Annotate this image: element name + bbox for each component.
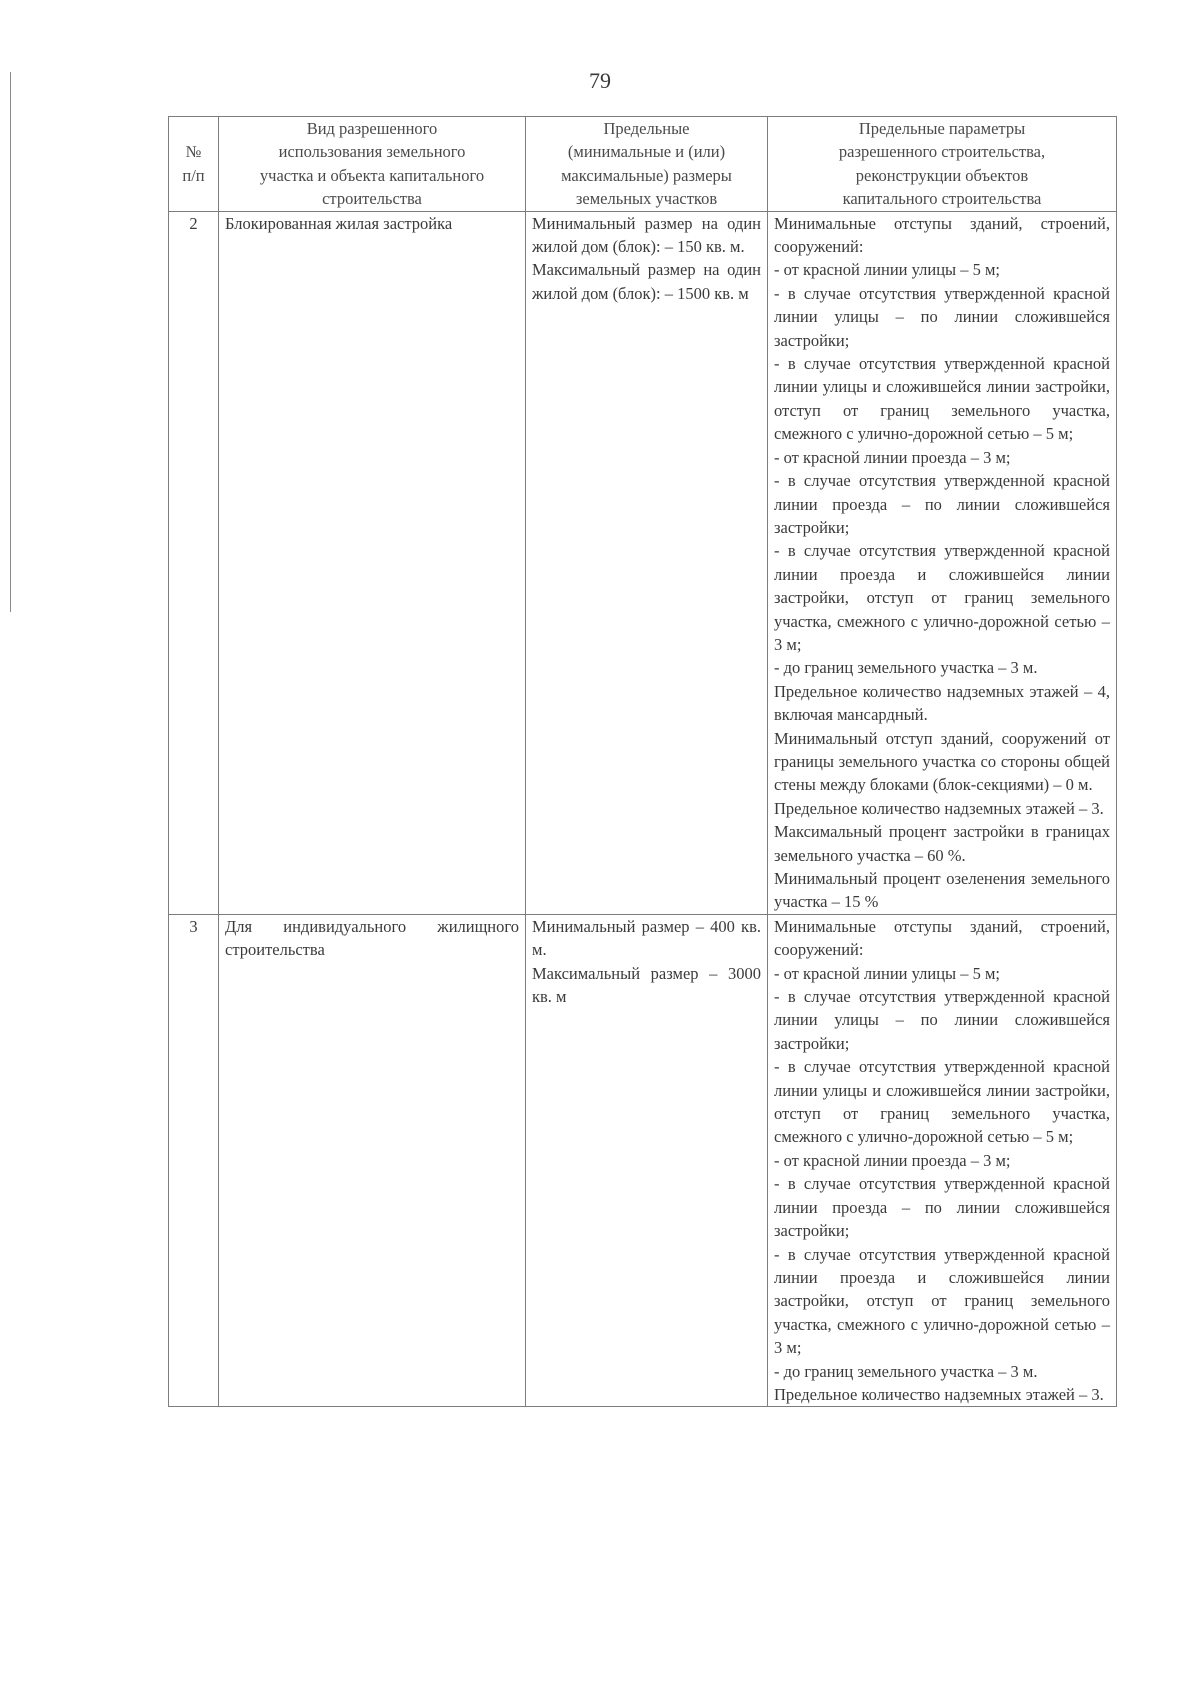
header-construction-params: Предельные параметры разрешенного строительства, реконструкции объектов капитального строительства [768, 117, 1117, 212]
row-construction-params [768, 914, 1117, 1407]
header-number: № п/п [169, 117, 219, 212]
param-item: Минимальные отступы зданий, строений, сооружений: [774, 916, 1110, 960]
param-item: - от красной линии проезда – 3 м; [774, 1150, 1011, 1170]
param-item: Минимальный процент озеленения земельного участка – 15 % [774, 869, 1110, 912]
table-row [169, 211, 1117, 914]
row-construction-params [768, 211, 1117, 914]
param-item: - в случае отсутствия утвержденной красной линии проезда и сложившейся линии застройки, отступ от границ земельного участка, смежного с улично-дорожной сетью – 3 м; [774, 1244, 1110, 1358]
row-number: 2 [169, 211, 219, 914]
param-item: Минимальные отступы зданий, строений, сооружений: [774, 213, 1110, 257]
header-permitted-use: Вид разрешенного использования земельного участка и объекта капитального строительства [219, 117, 526, 212]
row-permitted-use: Для индивидуального жилищного строительства [219, 914, 526, 1407]
param-item: - от красной линии проезда – 3 м; [774, 447, 1011, 467]
param-item: - до границ земельного участка – 3 м. [774, 658, 1038, 678]
param-item: - в случае отсутствия утвержденной красной линии проезда и сложившейся линии застройки, отступ от границ земельного участка, смежного с улично-дорожной сетью – 3 м; [774, 541, 1110, 654]
row-number: 3 [169, 914, 219, 1407]
param-item: - до границ земельного участка – 3 м. [774, 1361, 1038, 1381]
param-item: - от красной линии улицы – 5 м; [774, 260, 1001, 280]
param-item: Предельное количество надземных этажей – 3. [774, 1384, 1104, 1404]
row-plot-sizes [526, 914, 768, 1407]
param-item: - от красной линии улицы – 5 м; [774, 963, 1001, 983]
size-item: Минимальный размер на один жилой дом (блок): – 150 кв. м. [532, 213, 761, 257]
size-item: Максимальный размер на один жилой дом (блок): – 1500 кв. м [532, 260, 761, 303]
scan-margin-line [10, 72, 11, 612]
row-plot-sizes [526, 211, 768, 914]
page-number: 79 [589, 68, 611, 93]
table-row [169, 914, 1117, 1407]
table-header-row [169, 117, 1117, 212]
param-item: - в случае отсутствия утвержденной красной линии проезда – по линии сложившейся застройки; [774, 471, 1110, 537]
param-item: Максимальный процент застройки в границах земельного участка – 60 %. [774, 822, 1110, 865]
param-item: - в случае отсутствия утвержденной красной линии проезда – по линии сложившейся застройки; [774, 1174, 1110, 1241]
param-item: Минимальный отступ зданий, сооружений от границы земельного участка со стороны общей стены между блоками (блок-секциями) – 0 м. [774, 728, 1110, 795]
param-item: Предельное количество надземных этажей – 4, включая мансардный. [774, 681, 1110, 725]
param-item: Предельное количество надземных этажей – 3. [774, 798, 1104, 818]
param-item: - в случае отсутствия утвержденной красной линии улицы и сложившейся линии застройки, отступ от границ земельного участка, смежного с улично-дорожной сетью – 5 м; [774, 354, 1110, 444]
param-item: - в случае отсутствия утвержденной красной линии улицы – по линии сложившейся застройки; [774, 987, 1110, 1053]
param-item: - в случае отсутствия утвержденной красной линии улицы и сложившейся линии застройки, отступ от границ земельного участка, смежного с улично-дорожной сетью – 5 м; [774, 1057, 1110, 1147]
size-item: Максимальный размер – 3000 кв. м [532, 963, 761, 1007]
row-permitted-use: Блокированная жилая застройка [219, 211, 526, 914]
header-plot-sizes: Предельные (минимальные и (или) максимальные) размеры земельных участков [526, 117, 768, 212]
size-item: Минимальный размер – 400 кв. м. [532, 916, 761, 960]
land-use-regulations-table [168, 116, 1117, 1407]
param-item: - в случае отсутствия утвержденной красной линии улицы – по линии сложившейся застройки; [774, 283, 1110, 350]
